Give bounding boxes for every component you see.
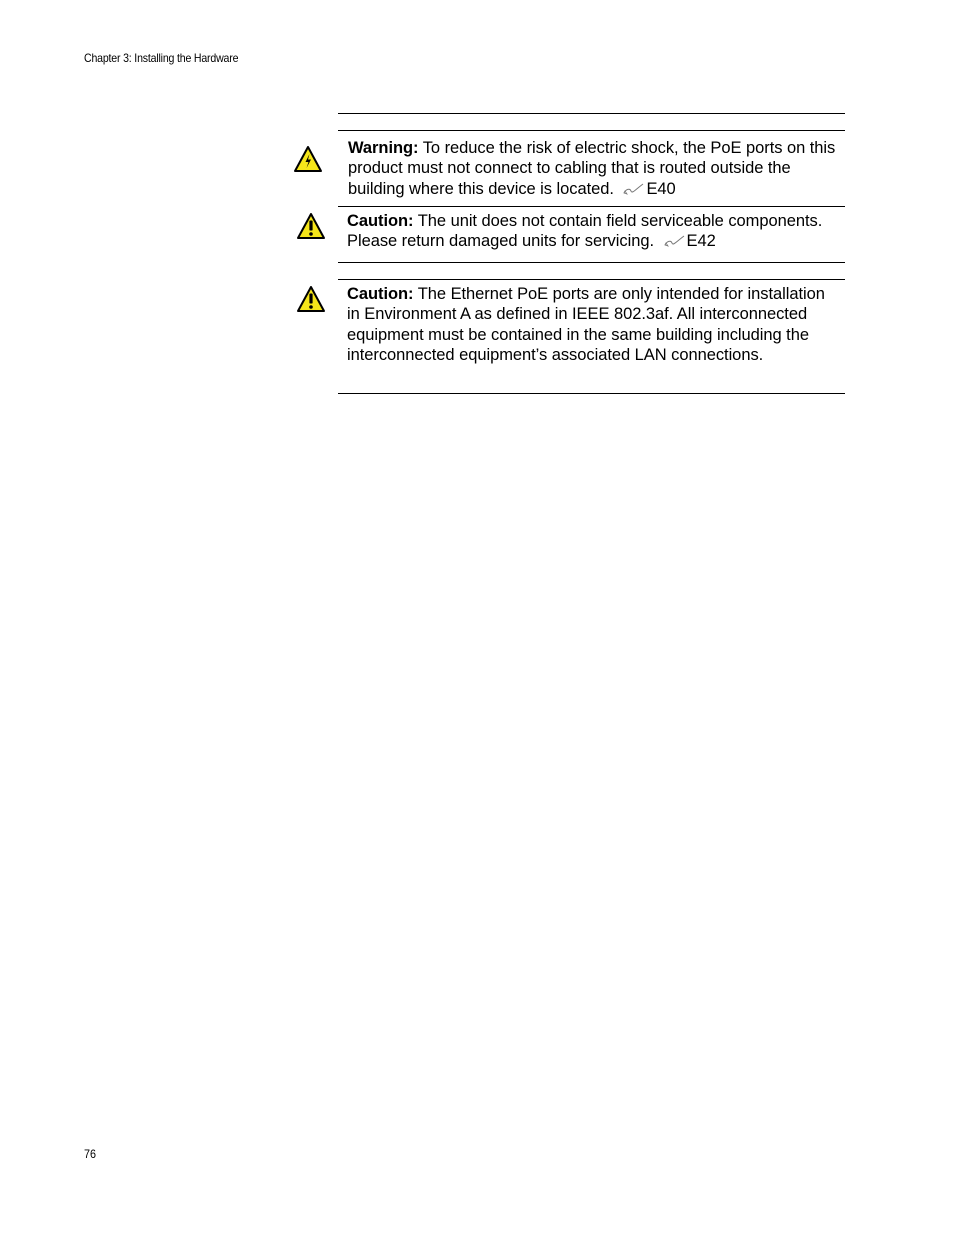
pencil-icon (622, 182, 646, 196)
notice-label: Caution: (347, 285, 414, 303)
notice-label: Caution: (347, 212, 414, 230)
notice-caution (347, 284, 841, 365)
notice-label: Warning: (348, 139, 419, 157)
notice-reference-code: E40 (646, 179, 676, 198)
running-header: Chapter 3: Installing the Hardware (84, 51, 239, 65)
divider (338, 130, 845, 131)
notice-caution (347, 211, 841, 252)
notice-reference-code: E42 (686, 232, 716, 251)
notice-body: The unit does not contain field serviceable components. Please return damaged units for servicing. (347, 212, 823, 251)
caution-exclamation-icon (296, 212, 326, 240)
notice-warning (348, 138, 842, 199)
pencil-icon (663, 234, 687, 248)
divider-bottom (338, 393, 845, 394)
page-number: 76 (84, 1147, 97, 1161)
divider-top (338, 113, 845, 114)
divider (338, 279, 845, 280)
caution-exclamation-icon (296, 285, 326, 313)
electric-shock-warning-icon (293, 145, 323, 173)
divider (338, 206, 845, 207)
divider (338, 262, 845, 263)
notice-body: To reduce the risk of electric shock, the PoE ports on this product must not connect to cabling that is routed outside the building where this device is located. (348, 139, 836, 198)
notice-body: The Ethernet PoE ports are only intended for installation in Environment A as defined in IEEE 802.3af. All interconnected equipment must be contained in the same building including the interconnected equipment’s associated LAN connections. (347, 285, 825, 364)
